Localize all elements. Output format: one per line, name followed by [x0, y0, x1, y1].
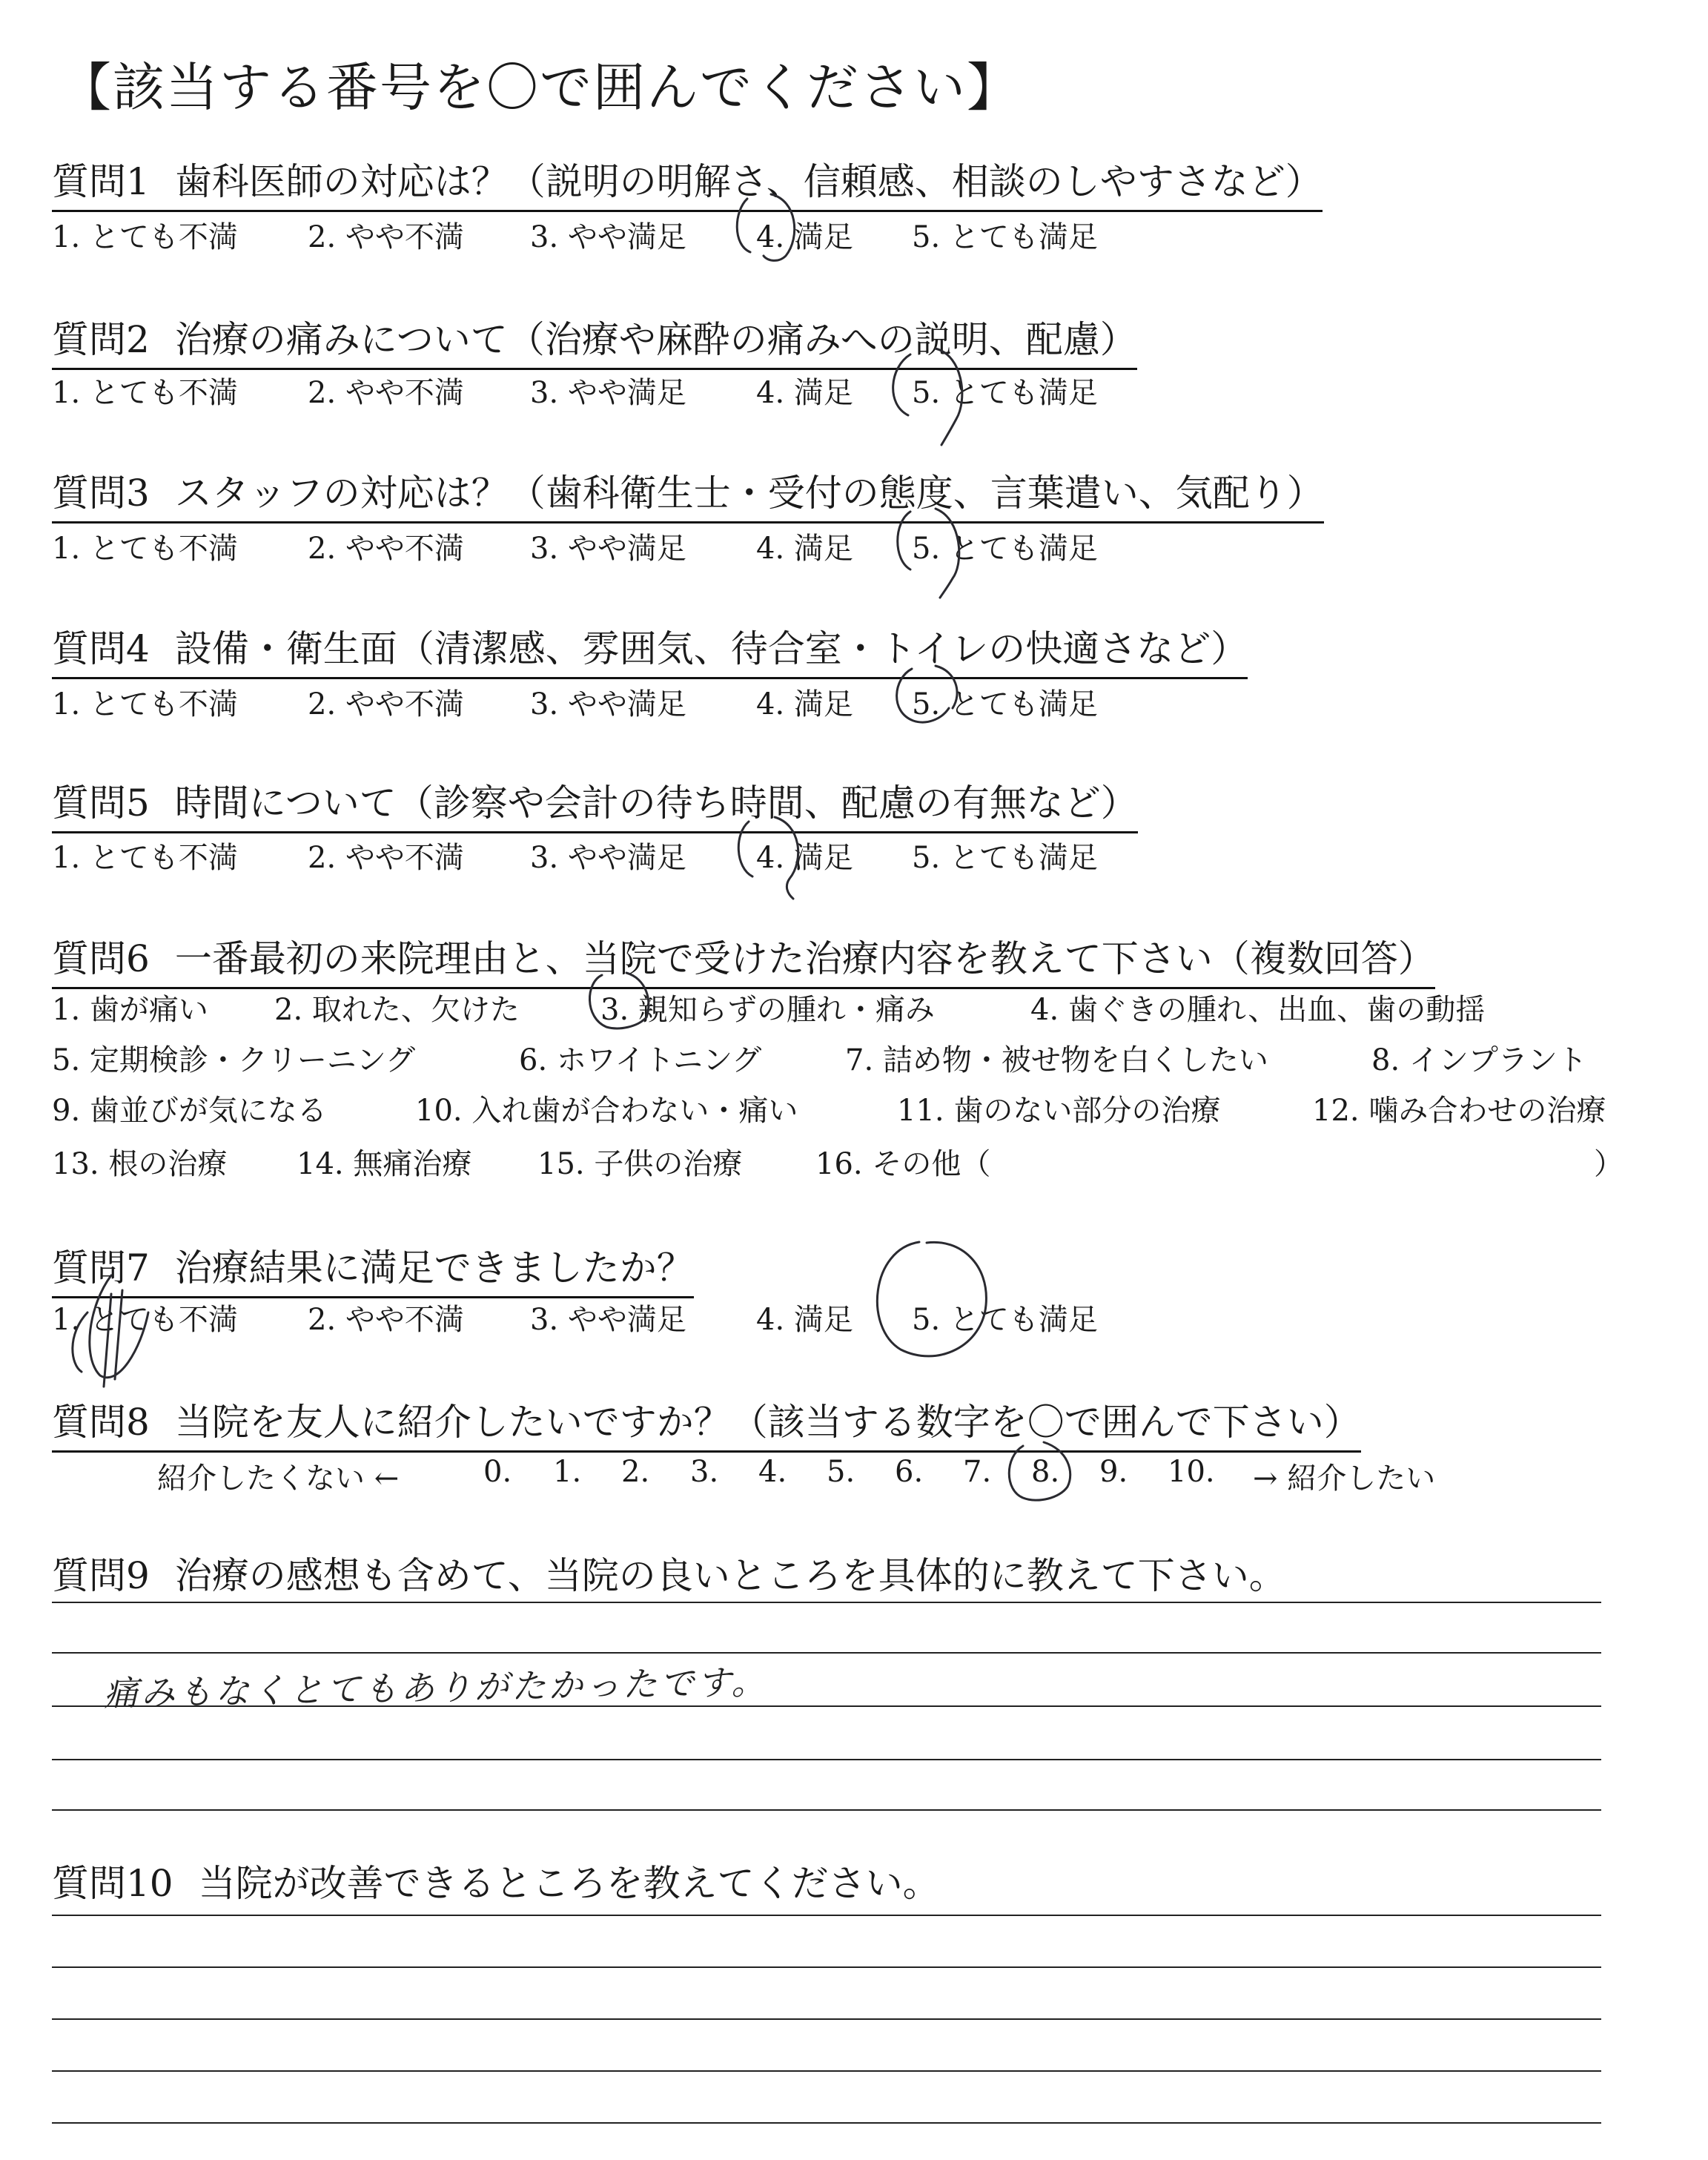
- answer-line: [52, 1966, 1601, 1968]
- answer-line: [52, 2070, 1601, 2072]
- question-text: 設備・衛生面（清潔感、雰囲気、待合室・トイレの快適さなど）: [174, 627, 1248, 670]
- question-text: 治療の感想も含めて、当院の良いところを具体的に教えて下さい。: [174, 1554, 1286, 1597]
- question-text: 治療結果に満足できましたか？: [174, 1246, 694, 1289]
- question-text: 当院を友人に紹介したいですか？（該当する数字を〇で囲んで下さい）: [174, 1401, 1361, 1444]
- reason-option[interactable]: 7. 詰め物・被せ物を白くしたい: [845, 1043, 1268, 1077]
- option-1[interactable]: 1. とても不満: [52, 532, 238, 566]
- question-number: 質問7: [52, 1246, 150, 1289]
- reason-option[interactable]: 14. 無痛治療: [297, 1147, 472, 1181]
- reason-option[interactable]: 2. 取れた、欠けた: [274, 993, 520, 1027]
- question-6-title: [52, 929, 1435, 989]
- option-3[interactable]: 3. やや満足: [530, 687, 686, 721]
- question-7-title: [52, 1238, 694, 1298]
- question-number: 質問10: [52, 1862, 173, 1905]
- answer-line: [52, 1652, 1601, 1654]
- option-5[interactable]: 5. とても満足: [912, 687, 1098, 721]
- question-text: 当院が改善できるところを教えてください。: [198, 1862, 940, 1905]
- option-2[interactable]: 2. やや不満: [308, 841, 464, 875]
- option-4[interactable]: 4. 満足: [756, 376, 853, 410]
- reason-option[interactable]: 8. インプラント: [1371, 1043, 1587, 1077]
- question-1-title: [52, 152, 1323, 212]
- option-1[interactable]: 1. とても不満: [52, 220, 238, 254]
- option-4[interactable]: 4. 満足: [756, 841, 853, 875]
- option-4[interactable]: 4. 満足: [756, 532, 853, 566]
- option-5[interactable]: 5. とても満足: [912, 376, 1098, 410]
- question-text: 時間について（診察や会計の待ち時間、配慮の有無など）: [174, 782, 1138, 825]
- scale-option[interactable]: 3.: [690, 1455, 719, 1489]
- question-number: 質問5: [52, 782, 150, 825]
- option-4[interactable]: 4. 満足: [756, 687, 853, 721]
- question-2-title: [52, 310, 1137, 370]
- option-5[interactable]: 5. とても満足: [912, 220, 1098, 254]
- answer-line: [52, 2122, 1601, 2124]
- answer-line: [52, 1759, 1601, 1760]
- option-3[interactable]: 3. やや満足: [530, 376, 686, 410]
- option-2[interactable]: 2. やや不満: [308, 376, 464, 410]
- option-4[interactable]: 4. 満足: [756, 1303, 853, 1337]
- question-9-title: [52, 1546, 1286, 1604]
- answer-line: [52, 1602, 1601, 1603]
- option-2[interactable]: 2. やや不満: [308, 687, 464, 721]
- page-title: 【該当する番号を〇で囲んでください】: [59, 57, 1020, 118]
- scale-option[interactable]: 8.: [1031, 1455, 1060, 1489]
- reason-option[interactable]: 10. 入れ歯が合わない・痛い: [415, 1094, 798, 1128]
- question-text: スタッフの対応は？（歯科衛生士・受付の態度、言葉遣い、気配り）: [174, 472, 1324, 515]
- option-1[interactable]: 1. とても不満: [52, 687, 238, 721]
- scale-option[interactable]: 0.: [483, 1455, 512, 1489]
- option-5[interactable]: 5. とても満足: [912, 1303, 1098, 1337]
- reason-option[interactable]: 4. 歯ぐきの腫れ、出血、歯の動揺: [1030, 993, 1486, 1027]
- scale-left-label: 紹介したくない ←: [157, 1462, 400, 1496]
- scale-option[interactable]: 7.: [963, 1455, 992, 1489]
- question-number: 質問3: [52, 472, 150, 515]
- option-3[interactable]: 3. やや満足: [530, 220, 686, 254]
- option-5[interactable]: 5. とても満足: [912, 532, 1098, 566]
- scale-right-label: → 紹介したい: [1253, 1462, 1436, 1496]
- reason-option[interactable]: 1. 歯が痛い: [52, 993, 208, 1027]
- reason-option[interactable]: 13. 根の治療: [52, 1147, 228, 1181]
- option-2[interactable]: 2. やや不満: [308, 1303, 464, 1337]
- scale-option[interactable]: 4.: [758, 1455, 787, 1489]
- reason-option[interactable]: 11. 歯のない部分の治療: [897, 1094, 1221, 1128]
- reason-option[interactable]: 9. 歯並びが気になる: [52, 1094, 327, 1128]
- reason-option[interactable]: 5. 定期検診・クリーニング: [52, 1043, 416, 1077]
- question-4-title: [52, 619, 1248, 679]
- question-number: 質問2: [52, 318, 150, 361]
- scale-option[interactable]: 10.: [1168, 1455, 1215, 1489]
- option-2[interactable]: 2. やや不満: [308, 220, 464, 254]
- option-1[interactable]: 1. とても不満: [52, 841, 238, 875]
- scale-option[interactable]: 1.: [553, 1455, 582, 1489]
- question-text: 一番最初の来院理由と、当院で受けた治療内容を教えて下さい（複数回答）: [174, 937, 1435, 980]
- question-text: 治療の痛みについて（治療や麻酔の痛みへの説明、配慮）: [174, 318, 1137, 361]
- reason-option[interactable]: 3. 親知らずの腫れ・痛み: [600, 993, 935, 1027]
- scale-option[interactable]: 2.: [621, 1455, 650, 1489]
- question-8-title: [52, 1393, 1361, 1453]
- option-3[interactable]: 3. やや満足: [530, 532, 686, 566]
- reason-option[interactable]: 12. 噛み合わせの治療: [1312, 1094, 1606, 1128]
- question-number: 質問8: [52, 1401, 150, 1444]
- answer-line: [52, 1915, 1601, 1916]
- option-5[interactable]: 5. とても満足: [912, 841, 1098, 875]
- reason-option-other[interactable]: 16. その他（: [815, 1147, 991, 1181]
- handwritten-comment[interactable]: 痛みもなくとてもありがたかったです。: [103, 1662, 769, 1714]
- question-text: 歯科医師の対応は？（説明の明解さ、信頼感、相談のしやすさなど）: [174, 160, 1323, 203]
- reason-option[interactable]: 15. 子供の治療: [537, 1147, 743, 1181]
- scale-option[interactable]: 6.: [895, 1455, 924, 1489]
- question-3-title: [52, 463, 1324, 524]
- question-5-title: [52, 773, 1138, 833]
- option-1[interactable]: 1. とても不満: [52, 1303, 238, 1337]
- question-10-title: [52, 1854, 940, 1912]
- question-number: 質問9: [52, 1554, 150, 1597]
- option-3[interactable]: 3. やや満足: [530, 1303, 686, 1337]
- answer-line: [52, 2018, 1601, 2020]
- question-number: 質問1: [52, 160, 150, 203]
- scale-option[interactable]: 9.: [1099, 1455, 1128, 1489]
- option-1[interactable]: 1. とても不満: [52, 376, 238, 410]
- option-3[interactable]: 3. やや満足: [530, 841, 686, 875]
- option-2[interactable]: 2. やや不満: [308, 532, 464, 566]
- answer-line: [52, 1809, 1601, 1811]
- option-4[interactable]: 4. 満足: [756, 220, 853, 254]
- question-number: 質問6: [52, 937, 150, 980]
- scale-option[interactable]: 5.: [827, 1455, 855, 1489]
- other-close-paren: ）: [1594, 1147, 1623, 1181]
- reason-option[interactable]: 6. ホワイトニング: [519, 1043, 762, 1077]
- question-number: 質問4: [52, 627, 150, 670]
